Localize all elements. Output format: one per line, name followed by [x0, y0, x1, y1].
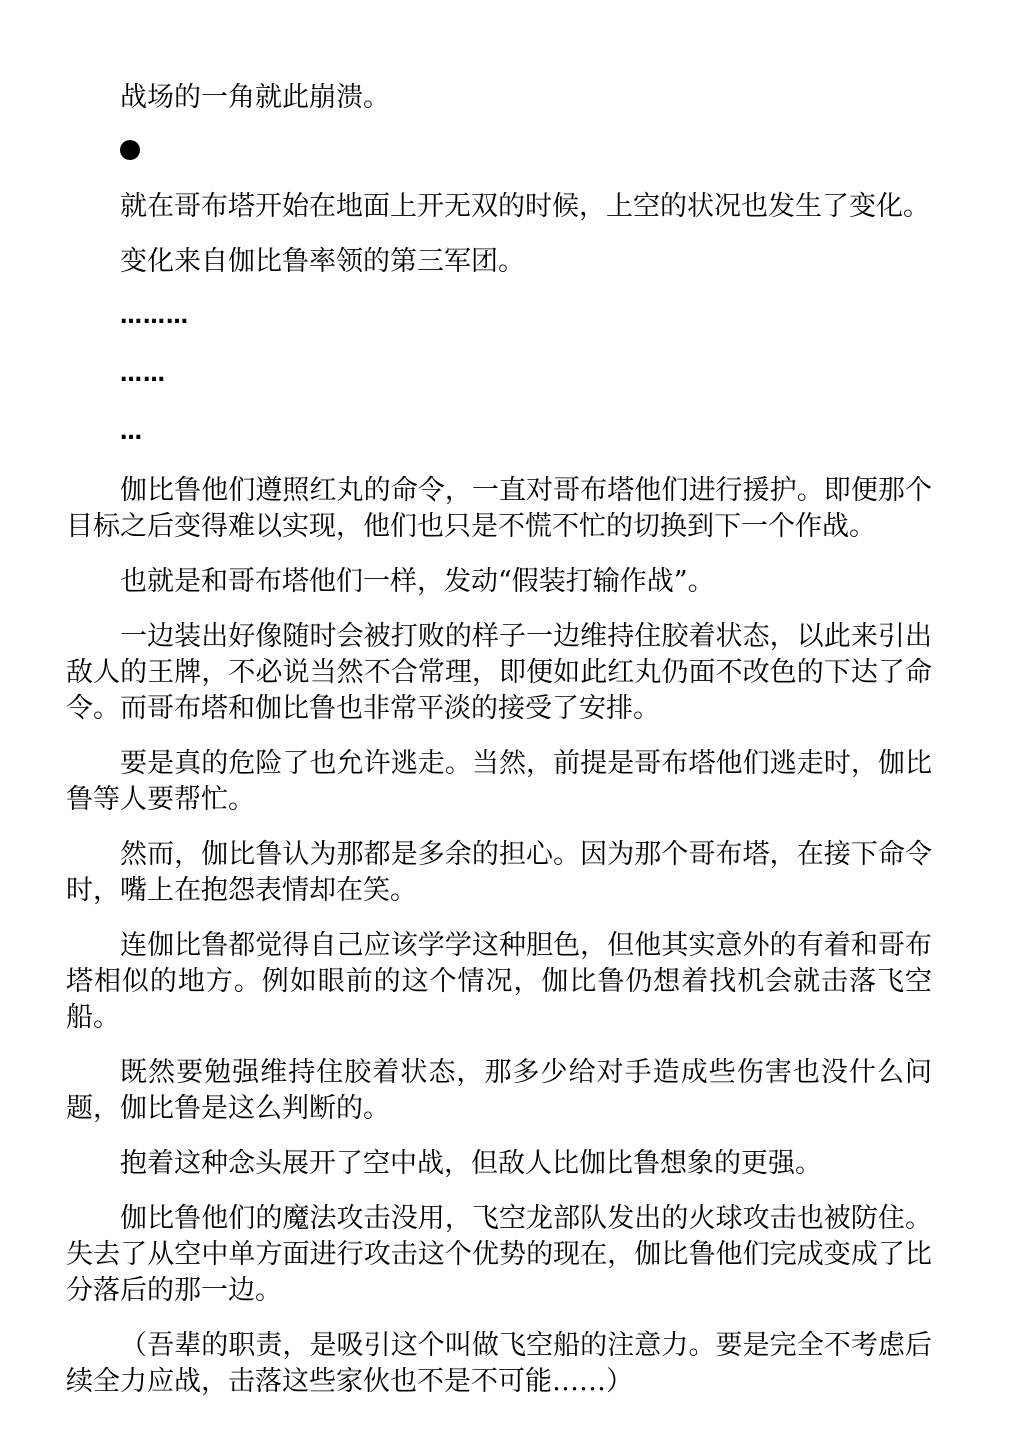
paragraph: 伽比鲁他们遵照红丸的命令，一直对哥布塔他们进行援护。即便那个目标之后变得难以实现，他们也只是不慌不忙的切换到下一个作战。: [66, 475, 932, 542]
paragraph: 也就是和哥布塔他们一样，发动“假装打输作战”。: [120, 566, 715, 597]
paragraph: 伽比鲁他们的魔法攻击没用，飞空龙部队发出的火球攻击也被防住。失去了从空中单方面进行攻击这个优势的现在，伽比鲁他们完成变成了比分落后的那一边。: [66, 1203, 932, 1306]
paragraph: 就在哥布塔开始在地面上开无双的时候，上空的状况也发生了变化。: [120, 191, 930, 222]
paragraph-opening: 战场的一角就此崩溃。: [120, 82, 390, 113]
section-break: [120, 135, 932, 165]
paragraph: 抱着这种念头展开了空中战，但敌人比伽比鲁想象的更强。: [120, 1148, 822, 1179]
paragraph: 要是真的危险了也允许逃走。当然，前提是哥布塔他们逃走时，伽比鲁等人要帮忙。: [66, 748, 932, 815]
ellipsis-line: ……: [120, 362, 166, 387]
document-page: [66, 72, 932, 1419]
paragraph: 变化来自伽比鲁率领的第三军团。: [120, 246, 525, 277]
ellipsis-line: …: [120, 420, 143, 445]
paragraph: 然而，伽比鲁认为那都是多余的担心。因为那个哥布塔，在接下命令时，嘴上在抱怨表情却在笑。: [66, 839, 932, 906]
paragraph: 连伽比鲁都觉得自己应该学学这种胆色，但他其实意外的有着和哥布塔相似的地方。例如眼前的这个情况，伽比鲁仍想着找机会就击落飞空船。: [66, 930, 932, 1033]
ellipsis-line: ………: [120, 304, 189, 329]
paragraph: （吾辈的职责，是吸引这个叫做飞空船的注意力。要是完全不考虑后续全力应战，击落这些家伙也不是不可能……）: [66, 1330, 932, 1397]
bullet-icon: [120, 140, 140, 160]
paragraph: 既然要勉强维持住胶着状态，那多少给对手造成些伤害也没什么问题，伽比鲁是这么判断的。: [66, 1057, 932, 1124]
paragraph: 一边装出好像随时会被打败的样子一边维持住胶着状态，以此来引出敌人的王牌，不必说当然不合常理，即便如此红丸仍面不改色的下达了命令。而哥布塔和伽比鲁也非常平淡的接受了安排。: [66, 621, 932, 724]
